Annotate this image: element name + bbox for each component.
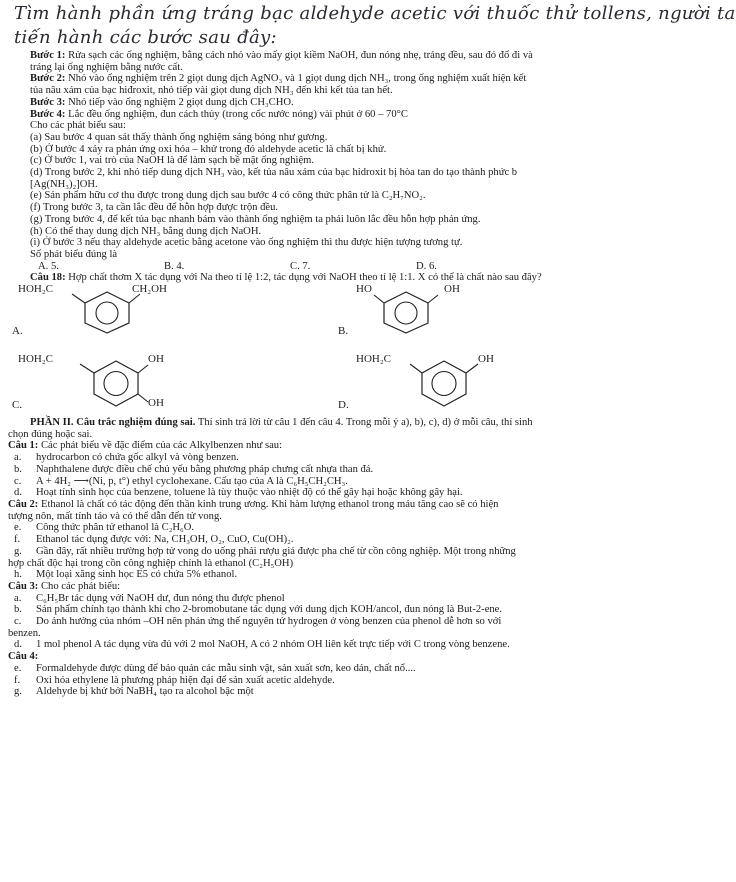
- c4-item-f: f. Oxi hóa ethylene là phương pháp hiện đại để sản xuất acetic aldehyde.: [14, 674, 335, 686]
- option-b-right-group: OH: [444, 283, 460, 296]
- c2-heading-cont: tượng nôn, mất tính táo và có thể dẫn đến tử vong.: [8, 510, 222, 522]
- answer-d[interactable]: D. 6.: [416, 260, 437, 272]
- question-prompt: Số phát biểu đúng là: [30, 248, 118, 260]
- c1-item-c: c. A + 4H₂ ⟶(Ni, p, t°) ethyl cyclohexane. Cấu tạo của A là C₆H₅CH₂CH₃.: [14, 475, 348, 487]
- c2-heading: Câu 2: Ethanol là chất có tác động đến thần kinh trung ương. Khi hàm lượng ethanol trong máu tăng cao sẽ có hiện: [8, 498, 499, 510]
- c1-item-d: d. Hoạt tính sinh học của benzene, toluene là tùy thuộc vào nhiệt độ có thể gây hại hoặc không gây hại.: [14, 487, 463, 499]
- structures-area: [8, 284, 638, 412]
- option-c-right-group: OH: [148, 353, 164, 366]
- option-a-right-group: CH₂OH: [132, 283, 168, 296]
- c2-item-g-cont: hợp chất độc hại trong cồn công nghiệp chính là ethanol (C₂H₅OH): [8, 557, 294, 569]
- answer-b[interactable]: B. 4.: [164, 260, 185, 272]
- option-b-letter[interactable]: B.: [338, 325, 349, 338]
- statement-i: (i) Ở bước 3 nếu thay aldehyde acetic bằng acetone vào ống nghiệm thì thu được hiện tượng tương tự.: [30, 237, 463, 249]
- c1-heading: Câu 1: Các phát biểu về đặc điểm của các Alkylbenzen như sau:: [8, 440, 283, 452]
- statement-d-cont: [Ag(NH₃)₂]OH.: [30, 178, 98, 190]
- step-1: Bước 1: Rửa sạch các ống nghiệm, bằng cách nhỏ vào mấy giọt kiềm NaOH, đun nóng nhẹ, tráng đều, sau đó đổ đi và: [30, 50, 533, 61]
- step-2: Bước 2: Nhỏ vào ống nghiệm trên 2 giọt dung dịch AgNO₃ và 1 giọt dung dịch NH₃, trong ống nghiệm xuất hiện kết: [30, 73, 527, 85]
- c3-item-c-cont: benzen.: [8, 627, 41, 639]
- option-d-letter[interactable]: D.: [338, 399, 349, 412]
- statement-e: (e) Sản phẩm hữu cơ thu được trong dung dịch sau bước 4 có công thức phân tử là C₂H₇NO₂.: [30, 190, 426, 202]
- option-c-benzene-ring: [86, 358, 146, 408]
- part2-heading: PHẦN II. Câu trắc nghiệm đúng sai. Thí sinh trả lời từ câu 1 đến câu 4. Trong mỗi ý a), b), c), d) ở mỗi câu, thí sinh: [30, 417, 533, 429]
- intro-text: Cho các phát biểu sau:: [30, 120, 126, 132]
- c3-item-c: c. Do ảnh hưởng của nhóm –OH nên phản ứng thế nguyên tử hydrogen ở vòng benzen của phenol dễ hơn so với: [14, 616, 502, 628]
- option-d-right-group: OH: [478, 353, 494, 366]
- option-c-bottom-group: OH: [148, 397, 164, 410]
- handwritten-line-1: Tìm hành phần ứng tráng bạc aldehyde acetic với thuốc thử tollens, người ta: [14, 3, 736, 24]
- option-a-left-group: HOH₂C: [18, 283, 54, 296]
- question-18: Câu 18: Hợp chất thơm X tác dụng với Na theo tỉ lệ 1:2, tác dụng với NaOH theo tỉ lệ 1:1. X có thể là chất nào sau đây?: [30, 272, 542, 284]
- c3-item-d: d. 1 mol phenol A tác dụng vừa đủ với 2 mol NaOH, A có 2 nhóm OH liên kết trực tiếp với C trong vòng benzene.: [14, 639, 510, 651]
- c3-item-a: a. C₆H₅Br tác dụng với NaOH dư, đun nóng thu được phenol: [14, 592, 285, 604]
- statement-d: (d) Trong bước 2, khi nhỏ tiếp dung dịch NH₃ vào, kết tủa nâu xám của bạc hidroxit bị hòa tan do tạo thành phức b: [30, 167, 518, 179]
- option-d-benzene-ring: [416, 358, 472, 408]
- c1-item-a: a. hydrocarbon có chứa gốc alkyl và vòng benzen.: [14, 452, 239, 464]
- statement-g: (g) Trong bước 4, để kết tủa bạc nhanh bám vào thành ống nghiệm ta phải luôn lắc đều hỗn hợp phản ứng.: [30, 213, 481, 225]
- c4-item-g: g. Aldehyde bị khử bởi NaBH₄ tạo ra alcohol bậc một: [14, 686, 254, 698]
- part2-heading-cont: chọn đúng hoặc sai.: [8, 428, 93, 440]
- option-d-left-group: HOH₂C: [356, 353, 392, 366]
- c3-heading: Câu 3: Cho các phát biểu:: [8, 580, 121, 592]
- c4-heading: Câu 4:: [8, 651, 39, 663]
- statement-a: (a) Sau bước 4 quan sát thấy thành ống nghiệm sáng bóng như gương.: [30, 131, 328, 143]
- statement-f: (f) Trong bước 3, ta cần lắc đều để hỗn hợp được trộn đều.: [30, 202, 279, 214]
- answer-options: [8, 261, 638, 273]
- c2-item-f: f. Ethanol tác dụng được với: Na, CH₃OH, O₂, CuO, Cu(OH)₂.: [14, 534, 294, 546]
- option-a-letter[interactable]: A.: [12, 325, 23, 338]
- handwritten-line-2: tiến hành các bước sau đây:: [14, 27, 277, 48]
- answer-a[interactable]: A. 5.: [38, 260, 59, 272]
- c4-item-e: e. Formaldehyde được dùng để bảo quản các mẫu sinh vật, sản xuất sơn, keo dán, chất nổ....: [14, 662, 416, 674]
- option-c-left-group: HOH₂C: [18, 353, 54, 366]
- statement-h: (h) Có thể thay dung dịch NH₃ bằng dung dịch NaOH.: [30, 225, 262, 237]
- answer-c[interactable]: C. 7.: [290, 260, 311, 272]
- c2-item-g: g. Gần đây, rất nhiều trường hợp tử vong do uống phải rượu giả được pha chế từ cồn công nghiệp. Một trong những: [14, 545, 516, 557]
- statement-b: (b) Ở bước 4 xảy ra phản ứng oxi hóa – khử trong đó aldehyde acetic là chất bị khử.: [30, 143, 387, 155]
- c2-item-e: e. Công thức phân tử ethanol là C₂H₆O.: [14, 522, 195, 534]
- step-4: Bước 4: Lắc đều ống nghiệm, đun cách thủy (trong cốc nước nóng) vài phút ở 60 – 70°C: [30, 108, 408, 120]
- option-c-letter[interactable]: C.: [12, 399, 23, 412]
- c2-item-h: h. Một loại xăng sinh học E5 có chứa 5% ethanol.: [14, 569, 238, 581]
- step-2-cont: tủa nâu xám của bạc hiđroxit, nhỏ tiếp vài giọt dung dịch NH₃ đến khi kết tủa tan hết.: [30, 85, 393, 97]
- step-1-cont: tráng lại ống nghiệm bằng nước cất.: [30, 61, 183, 73]
- document-body: [8, 50, 638, 698]
- option-a-benzene-ring: [80, 290, 134, 334]
- c3-item-b: b. Sản phẩm chính tạo thành khi cho 2-bromobutane tác dụng với dung dịch KOH/ancol, đun nóng là But-2-ene.: [14, 604, 503, 616]
- option-b-benzene-ring: [378, 290, 434, 334]
- handwritten-title: [14, 2, 736, 50]
- statement-c: (c) Ở bước 1, vai trò của NaOH là để làm sạch bề mặt ống nghiệm.: [30, 155, 315, 167]
- step-3: Bước 3: Nhỏ tiếp vào ống nghiệm 2 giọt dung dịch CH₃CHO.: [30, 96, 294, 108]
- option-b-left-group: HO: [356, 283, 372, 296]
- c1-item-b: b. Naphthalene được điều chế chủ yếu bằng phương pháp chưng cất nhựa than đá.: [14, 463, 374, 475]
